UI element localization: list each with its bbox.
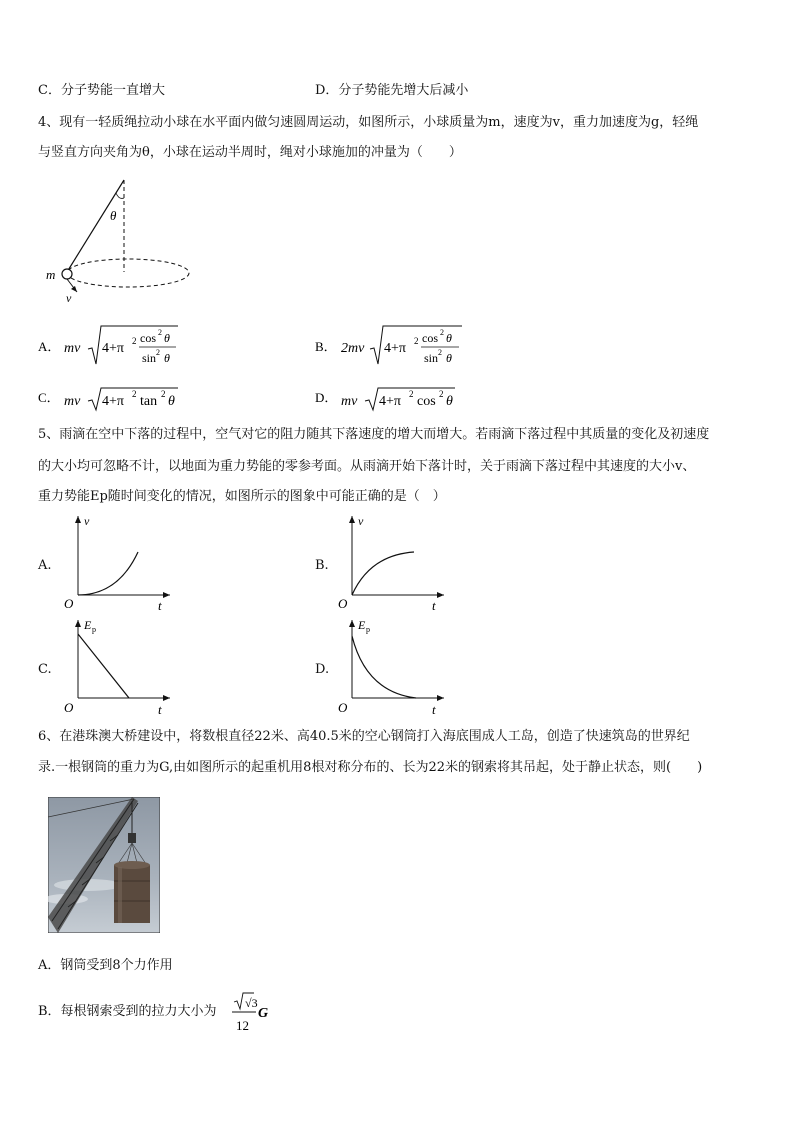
q4-stem-line2: 与竖直方向夹角为θ，小球在运动半周时，绳对小球施加的冲量为（ ） [38,145,462,160]
q3-option-d: D．分子势能先增大后减小 [315,83,469,98]
q5-option-b-label: B. [315,558,329,573]
svg-text:mv: mv [64,394,81,409]
q5-option-a-label: A. [38,558,52,573]
q5-option-c-label: C. [38,662,52,677]
svg-text:A．: A． [38,339,61,354]
q5-graph-b [332,510,452,614]
svg-text:tan: tan [140,394,158,409]
svg-text:C．: C． [38,390,60,405]
q4-option-d [313,384,483,414]
svg-text:θ: θ [446,394,453,409]
svg-text:mv: mv [64,341,81,356]
svg-text:2: 2 [440,328,444,337]
svg-text:2: 2 [161,389,166,399]
svg-text:2: 2 [158,328,162,337]
svg-text:sin: sin [142,351,157,365]
q5-graph-a [58,510,178,614]
svg-text:θ: θ [446,331,452,345]
q5-graph-d [332,614,452,718]
svg-text:t: t [432,598,436,613]
svg-text:2: 2 [409,389,414,399]
q4-stem-line1: 4、现有一轻质绳拉动小球在水平面内做匀速圆周运动，如图所示，小球质量为m，速度为v，重力加速度为g，轻绳 [38,115,699,130]
q4-option-c [36,384,206,414]
svg-text:p: p [92,625,96,634]
svg-text:t: t [158,702,162,717]
q6-option-b-fraction [230,990,278,1036]
svg-text:4+π: 4+π [102,394,124,409]
svg-text:4+π: 4+π [102,341,124,356]
svg-text:cos: cos [140,331,156,345]
q4-conical-pendulum-figure [40,176,200,306]
svg-text:√3: √3 [245,996,258,1010]
q5-stem-line1: 5、雨滴在空中下落的过程中，空气对它的阻力随其下落速度的增大而增大。若雨滴下落过程中其质量的变化及初速度 [38,427,710,442]
curve-c [78,634,129,698]
svg-text:t: t [432,702,436,717]
q3-option-c: C．分子势能一直增大 [38,83,165,98]
svg-text:sin: sin [424,351,439,365]
svg-text:2: 2 [156,348,160,357]
q4-option-b [313,322,493,370]
svg-text:E: E [358,618,366,632]
svg-text:O: O [338,596,348,611]
svg-text:2: 2 [414,336,419,346]
theta-label: θ [110,208,117,223]
q6-option-a: A．钢筒受到8个力作用 [38,958,173,973]
q5-graph-c [58,614,178,718]
svg-text:2: 2 [438,348,442,357]
svg-text:θ: θ [164,351,170,365]
svg-text:2: 2 [132,336,137,346]
curve-a [78,552,138,595]
svg-text:θ: θ [168,394,175,409]
q4-option-a [36,322,206,370]
svg-text:v: v [84,514,90,528]
svg-text:E: E [84,618,92,632]
velocity-label: v [66,291,72,305]
svg-text:mv: mv [341,394,358,409]
svg-text:θ: θ [164,331,170,345]
svg-text:O: O [64,596,74,611]
svg-text:cos: cos [417,394,436,409]
svg-text:O: O [338,700,348,715]
crane-photo [48,797,160,933]
curve-b [352,552,414,595]
svg-text:D．: D． [315,390,338,405]
svg-text:θ: θ [446,351,452,365]
svg-text:t: t [158,598,162,613]
q6-stem-line2: 录.一根钢筒的重力为G,由如图所示的起重机用8根对称分布的、长为22米的钢索将其吊起，处于静止状态，则( ) [38,760,703,775]
svg-text:12: 12 [236,1018,249,1033]
svg-text:B．: B． [315,339,337,354]
q6-stem-line1: 6、在港珠澳大桥建设中，将数根直径22米、高40.5米的空心钢筒打入海底围成人工岛，创造了快速筑岛的世界纪 [38,729,690,744]
svg-text:G: G [258,1006,269,1021]
q6-option-b-text: B．每根钢索受到的拉力大小为 [38,1004,217,1019]
q5-stem-line3: 重力势能Ep随时间变化的情况，如图所示的图象中可能正确的是（ ） [38,489,446,504]
svg-text:v: v [358,514,364,528]
mass-label: m [46,267,56,282]
svg-text:2: 2 [439,389,444,399]
svg-text:4+π: 4+π [379,394,401,409]
svg-text:p: p [366,625,370,634]
svg-text:O: O [64,700,74,715]
q5-option-d-label: D. [315,662,330,677]
q5-stem-line2: 的大小均可忽略不计，以地面为重力势能的零参考面。从雨滴开始下落计时，关于雨滴下落过程中其速度的大小v、 [38,459,696,474]
svg-text:2mv: 2mv [341,341,365,356]
svg-text:4+π: 4+π [384,341,406,356]
curve-d [352,636,416,698]
ball [62,269,72,279]
svg-text:2: 2 [132,389,137,399]
q6-option-b [38,1003,217,1021]
svg-text:cos: cos [422,331,438,345]
